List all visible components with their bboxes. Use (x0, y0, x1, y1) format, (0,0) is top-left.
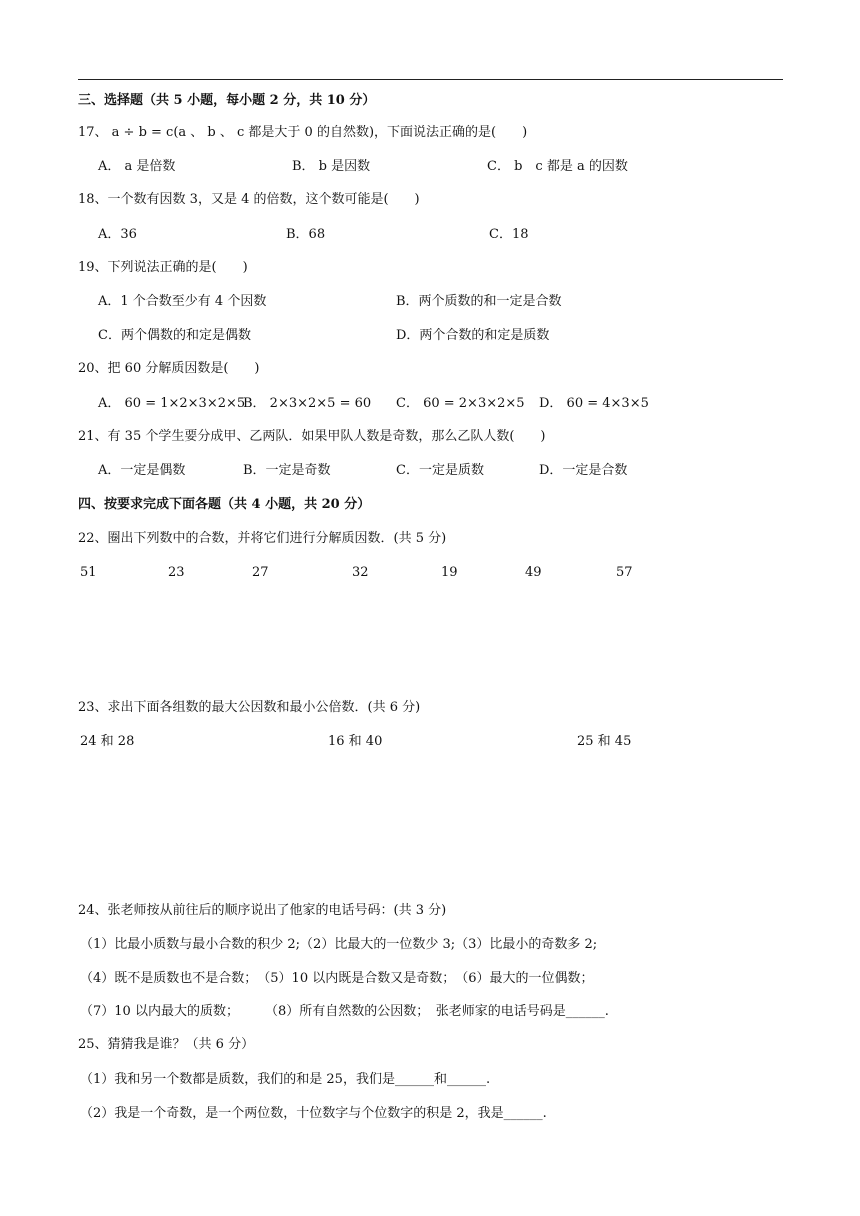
q19-option-a: A．1 个合数至少有 4 个因数 (98, 294, 267, 309)
q23-pair: 16 和 40 (328, 734, 383, 749)
question-20: 20、把 60 分解质因数是( ) (78, 361, 260, 376)
q21-option-d: D．一定是合数 (539, 463, 628, 478)
q21-option-c: C．一定是质数 (396, 463, 484, 478)
q22-number: 27 (252, 565, 269, 580)
q24-clue-line: （4）既不是质数也不是合数； （5）10 以内既是合数又是奇数； （6）最大的一位偶数； (80, 971, 594, 986)
q22-number: 23 (168, 565, 185, 580)
q21-option-b: B．一定是奇数 (243, 463, 331, 478)
section-3-title: 三、选择题（共 5 小题，每小题 2 分，共 10 分） (78, 93, 376, 108)
q19-option-c: C．两个偶数的和定是偶数 (98, 328, 251, 343)
q25-clue-line: （1）我和另一个数都是质数，我们的和是 25，我们是______和______. (80, 1072, 491, 1087)
question-18: 18、一个数有因数 3，又是 4 的倍数，这个数可能是( ) (78, 192, 420, 207)
q19-option-d: D．两个合数的和定是质数 (396, 328, 550, 343)
q22-number: 57 (616, 565, 633, 580)
question-25: 25、猜猜我是谁？（共 6 分） (78, 1037, 255, 1052)
q18-option-b: B．68 (286, 227, 326, 242)
q20-option-d: D． 60 = 4×3×5 (539, 396, 649, 411)
q23-pair: 25 和 45 (577, 734, 632, 749)
question-19: 19、下列说法正确的是( ) (78, 260, 248, 275)
question-22: 22、圈出下列数中的合数，并将它们进行分解质因数．(共 5 分) (78, 531, 447, 546)
q22-number: 32 (352, 565, 369, 580)
q20-option-b: B． 2×3×2×5 = 60 (243, 396, 372, 411)
header-rule (78, 79, 783, 80)
q21-option-a: A．一定是偶数 (98, 463, 186, 478)
question-21: 21、有 35 个学生要分成甲、乙两队．如果甲队人数是奇数，那么乙队人数( ) (78, 429, 546, 444)
q20-option-c: C． 60 = 2×3×2×5 (396, 396, 525, 411)
q22-number: 49 (525, 565, 542, 580)
q19-option-b: B．两个质数的和一定是合数 (396, 294, 562, 309)
q18-option-a: A．36 (98, 227, 137, 242)
q24-clue-line: （7）10 以内最大的质数； （8）所有自然数的公因数； 张老师家的电话号码是______. (80, 1004, 609, 1019)
question-23: 23、求出下面各组数的最大公因数和最小公倍数．(共 6 分) (78, 700, 421, 715)
q22-number: 51 (80, 565, 97, 580)
q17-option-c: C． b c 都是 a 的因数 (487, 159, 628, 174)
q17-option-a: A． a 是倍数 (98, 159, 176, 174)
q18-option-c: C．18 (489, 227, 529, 242)
section-4-title: 四、按要求完成下面各题（共 4 小题，共 20 分） (78, 497, 371, 512)
question-24: 24、张老师按从前往后的顺序说出了他家的电话号码：(共 3 分) (78, 903, 447, 918)
q20-option-a: A． 60 = 1×2×3×2×5 (98, 396, 246, 411)
question-17: 17、 a ÷ b = c(a 、 b 、 c 都是大于 0 的自然数)，下面说法正确的是( ) (78, 125, 528, 140)
q22-number: 19 (441, 565, 458, 580)
q24-clue-line: （1）比最小质数与最小合数的积少 2;（2）比最大的一位数少 3;（3）比最小的奇数多 2; (80, 937, 598, 952)
q23-pair: 24 和 28 (80, 734, 135, 749)
q25-clue-line: （2）我是一个奇数，是一个两位数，十位数字与个位数字的积是 2，我是______. (80, 1106, 547, 1121)
q17-option-b: B． b 是因数 (292, 159, 371, 174)
